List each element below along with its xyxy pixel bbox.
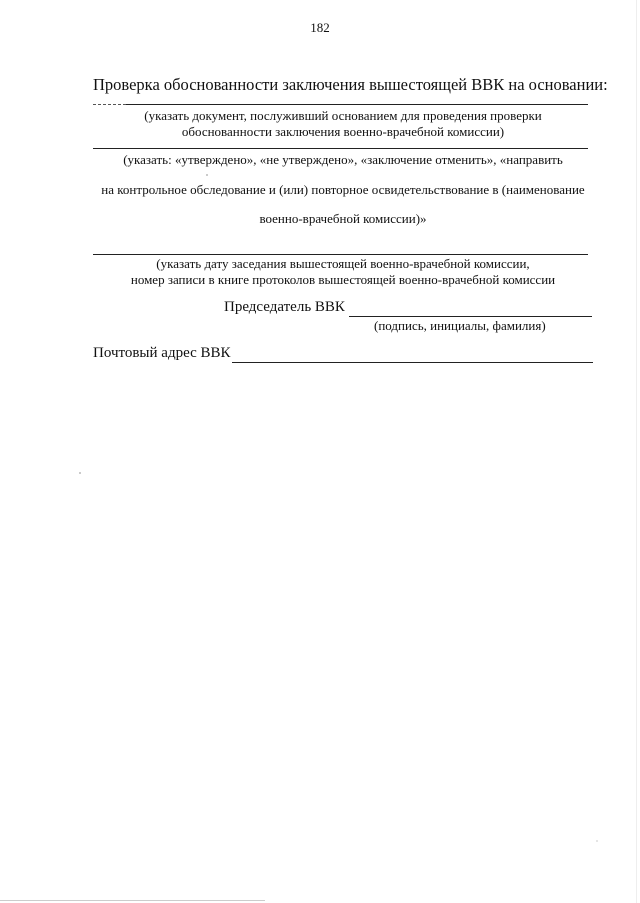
note-date	[93, 256, 593, 288]
chairman-hint: (подпись, инициалы, фамилия)	[374, 318, 546, 333]
note-document-line-2: обоснованности заключения военно-врачебной комиссии)	[181, 124, 505, 139]
note-date-line-1: (указать дату заседания вышестоящей военно-врачебной комиссии,	[156, 256, 530, 271]
chairman-label: Председатель ВВК	[224, 299, 345, 315]
fill-line-decision[interactable]	[93, 148, 588, 149]
scan-edge-line	[0, 900, 265, 901]
note-decision-line-1: (указать: «утверждено», «не утверждено», «заключение отменить», «направить	[123, 152, 563, 167]
postal-address-line[interactable]	[232, 362, 593, 363]
note-document-line-1: (указать документ, послуживший основанием для проведения проверки	[144, 108, 542, 123]
fill-line-date[interactable]	[93, 254, 588, 255]
scan-edge-right	[636, 0, 637, 903]
postal-address-label: Почтовый адрес ВВК	[93, 345, 231, 361]
fill-line-document-left	[93, 104, 126, 105]
fill-line-document[interactable]	[126, 104, 588, 105]
note-date-line-2: номер записи в книге протоколов вышестоящей военно-врачебной комиссии	[130, 272, 556, 287]
note-document	[93, 108, 593, 140]
note-decision-line-2: на контрольное обследование и (или) повторное освидетельствование в (наименование	[101, 182, 585, 197]
scan-speck	[79, 472, 81, 474]
scan-speck	[596, 840, 598, 842]
note-decision-line-3: военно-врачебной комиссии)»	[259, 211, 427, 226]
section-heading: Проверка обоснованности заключения вышестоящей ВВК на основании:	[93, 75, 608, 94]
page-number: 182	[310, 20, 330, 35]
chairman-signature-line[interactable]	[349, 316, 592, 317]
scan-speck	[206, 174, 208, 176]
